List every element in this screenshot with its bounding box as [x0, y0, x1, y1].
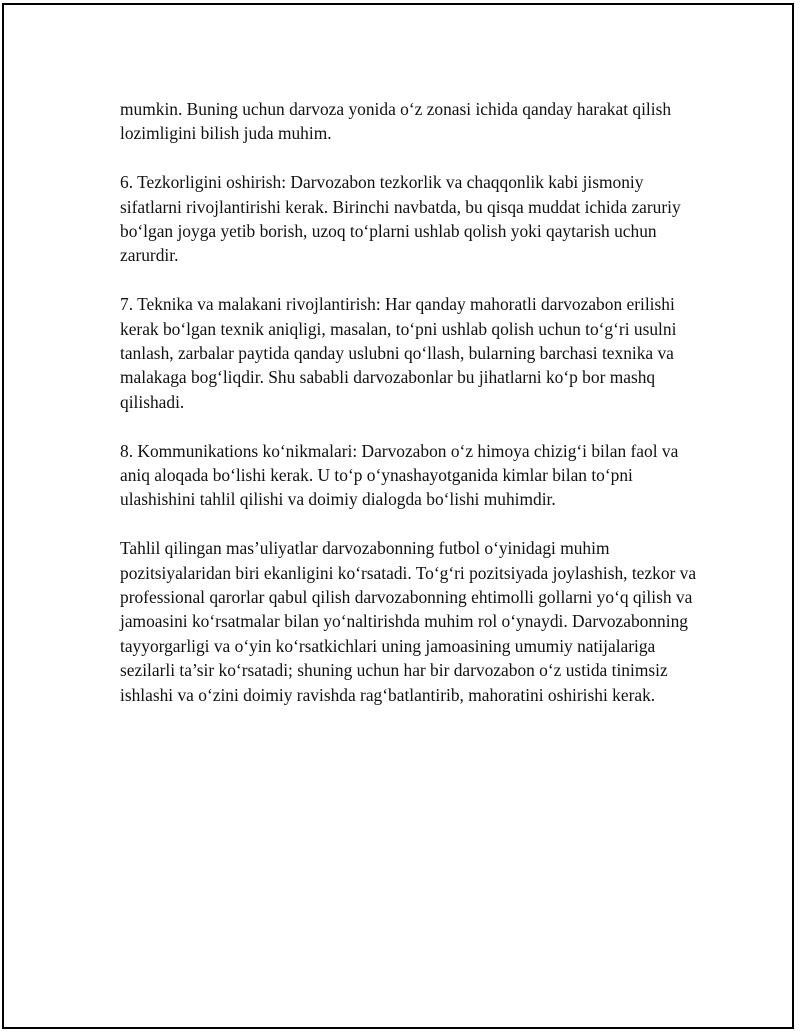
paragraph-conclusion: Tahlil qilingan mas’uliyatlar darvozabonning futbol o‘yinidagi muhim pozitsiyalaridan biri ekanligini ko‘rsatadi. To‘g‘ri pozitsiyada joylashish, tezkor va professional qarorlar qabul qilish darvozabonning ehtimolli gollarni yo‘q qilish va jamoasini ko‘rsatmalar bilan yo‘naltirishda muhim rol o‘ynaydi. Darvozabonning tayyorgarligi va o‘yin ko‘rsatkichlari uning jamoasining umumiy natijalariga sezilarli ta’sir ko‘rsatadi; shuning uchun har bir darvozabon o‘z ustida tinimsiz ishlashi va o‘zini doimiy ravishda rag‘batlantirib, mahoratini oshirishi kerak.: [120, 538, 697, 705]
document-body: [120, 97, 700, 707]
paragraph-item-6: 6. Tezkorligini oshirish: Darvozabon tezkorlik va chaqqonlik kabi jismoniy sifatlarni rivojlantirishi kerak. Birinchi navbatda, bu qisqa muddat ichida zaruriy bo‘lgan joyga yetib borish, uzoq to‘plarni ushlab qolish yoki qaytarish uchun zarurdir.: [120, 172, 681, 266]
paragraph-item-8: 8. Kommunikations ko‘nikmalari: Darvozabon o‘z himoya chizig‘i bilan faol va aniq aloqada bo‘lishi kerak. U to‘p o‘ynashayotganida kimlar bilan to‘pni ulashishini tahlil qilishi va doimiy dialogda bo‘lishi muhimdir.: [120, 440, 679, 510]
paragraph-continuation: mumkin. Buning uchun darvoza yonida o‘z zonasi ichida qanday harakat qilish lozimligini bilish juda muhim.: [120, 99, 672, 144]
document-page: [2, 3, 794, 1029]
paragraph-item-7: 7. Teknika va malakani rivojlantirish: Har qanday mahoratli darvozabon erilishi kerak bo‘lgan texnik aniqligi, masalan, to‘pni ushlab qolish uchun to‘g‘ri usulni tanlash, zarbalar paytida qanday uslubni qo‘llash, bularning barchasi texnika va malakaga bog‘liqdir. Shu sababli darvozabonlar bu jihatlarni ko‘p bor mashq qilishadi.: [120, 294, 677, 412]
